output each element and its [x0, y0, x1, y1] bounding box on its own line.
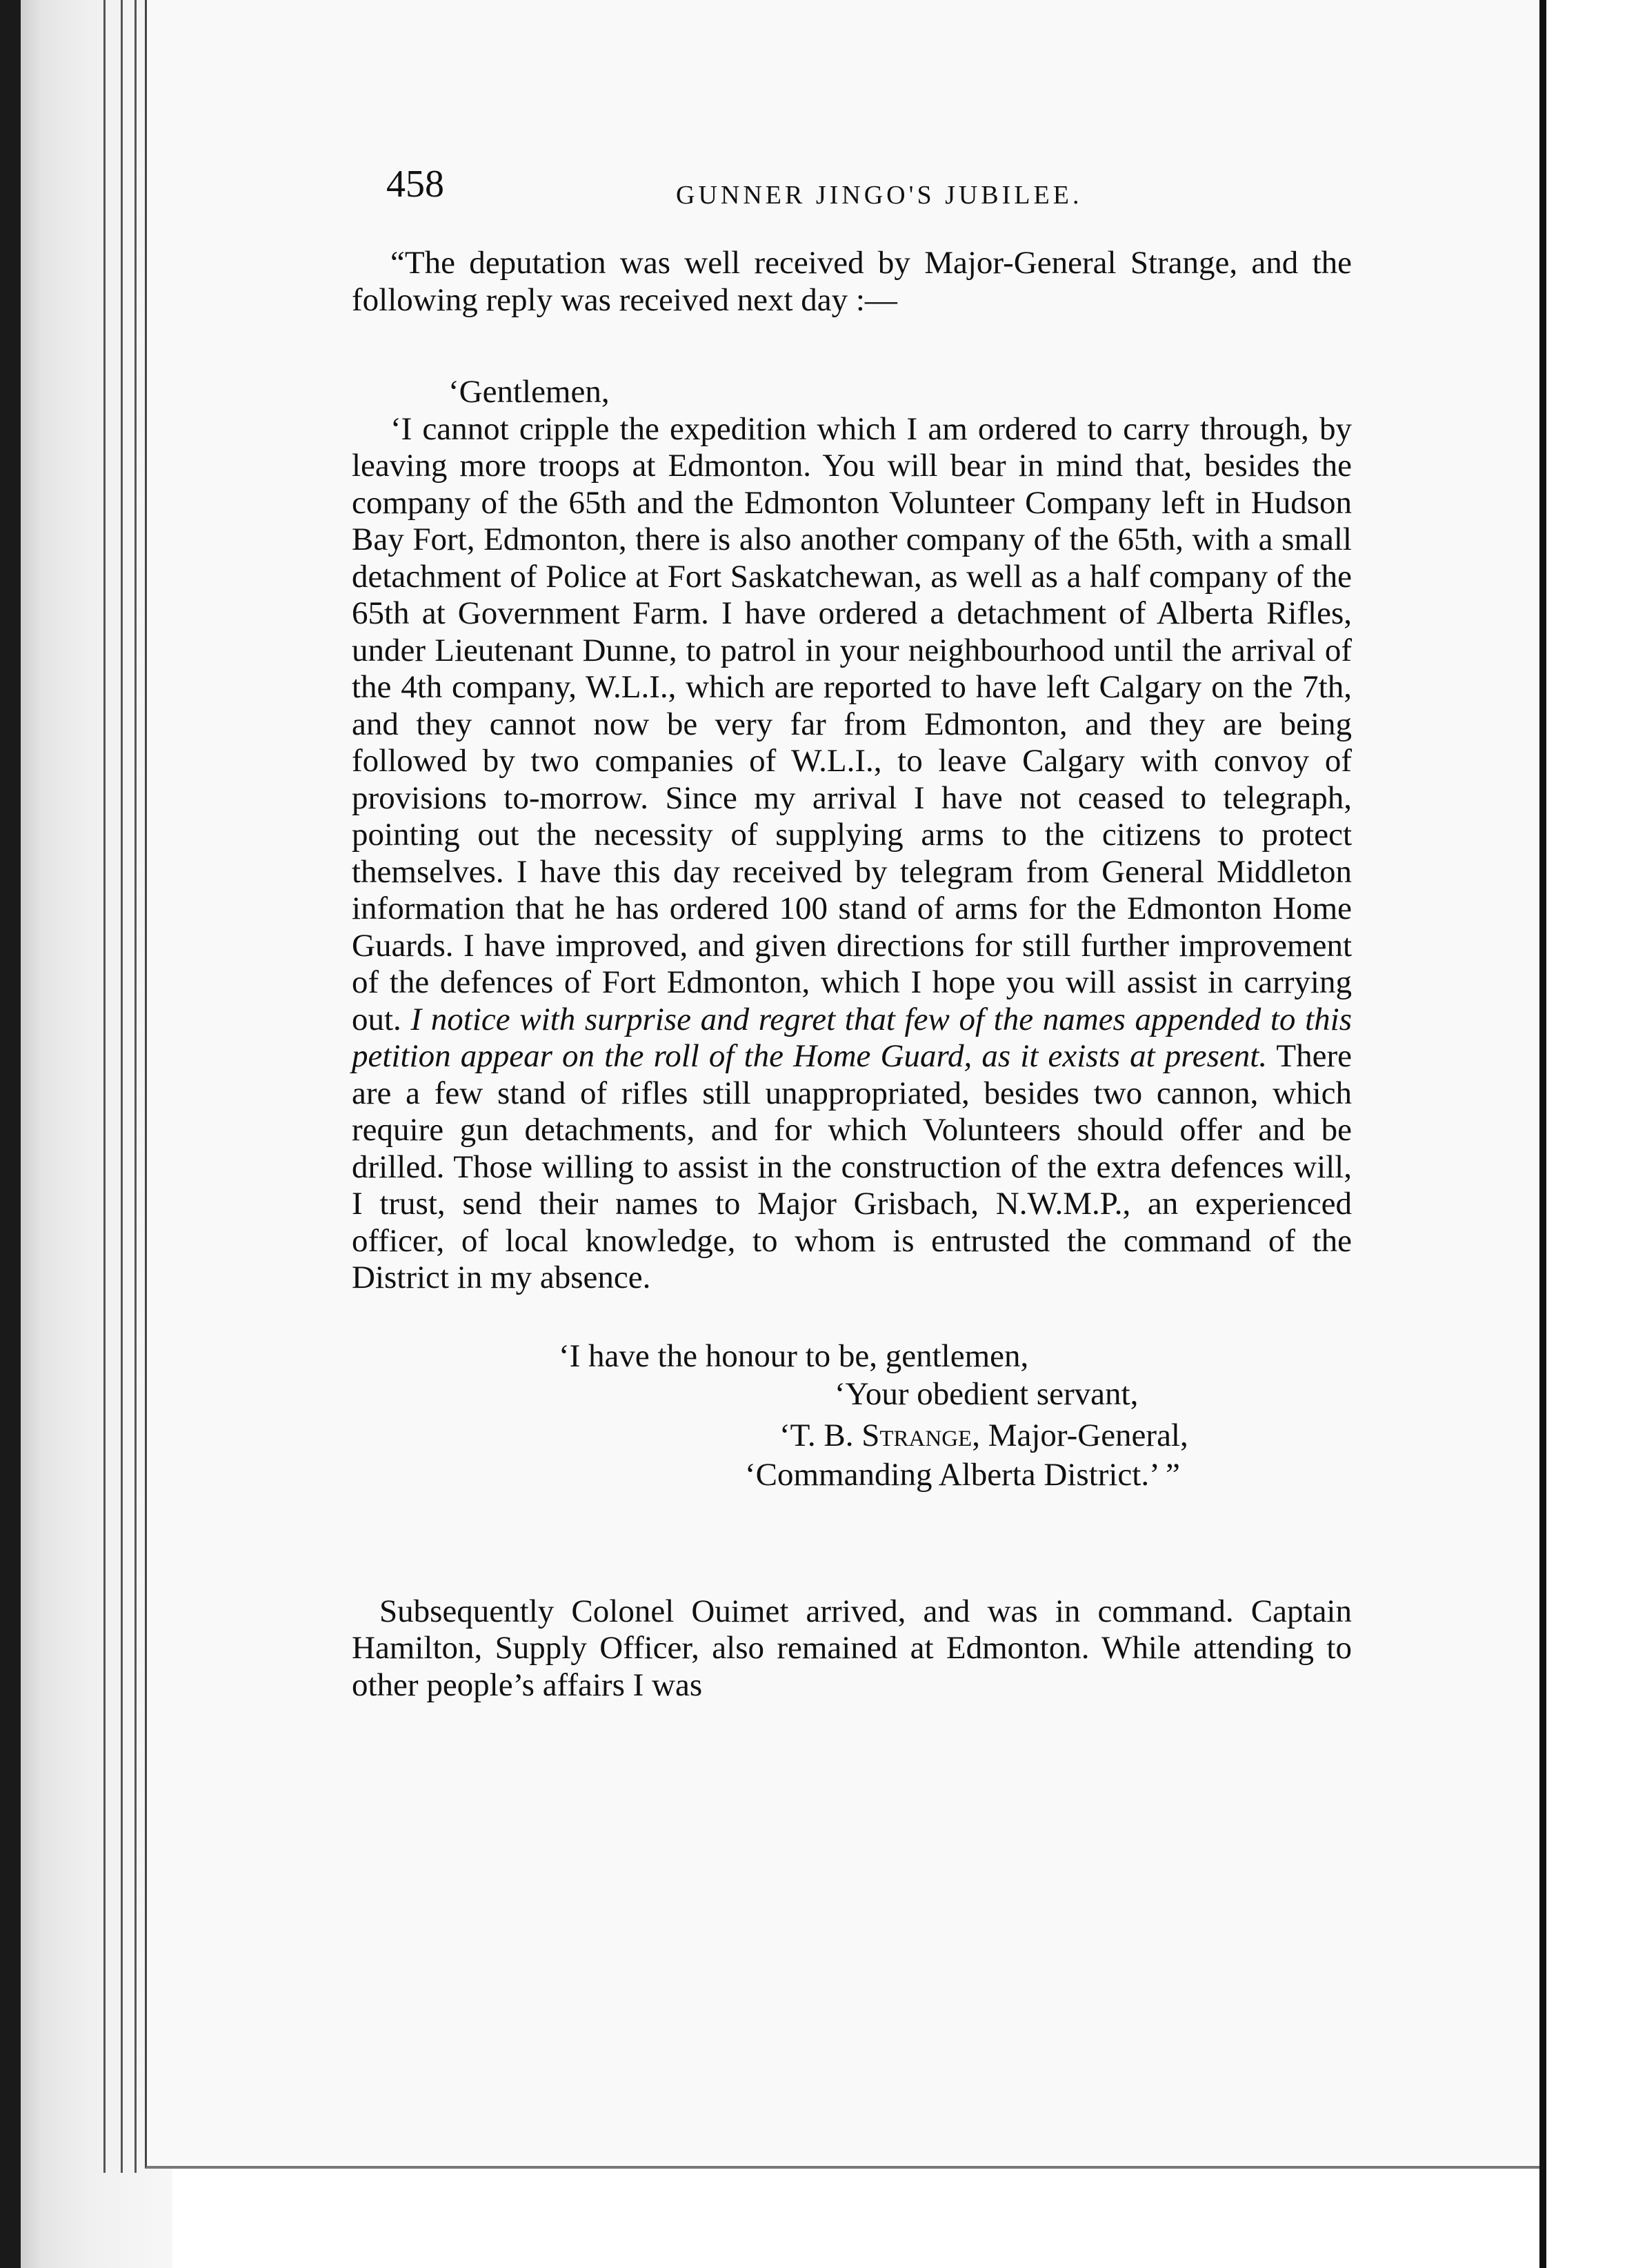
intro-paragraph: “The deputation was well received by Major-General Strange, and the following reply was received next day :—	[352, 245, 1352, 318]
letter-closing	[352, 1338, 1352, 1524]
page-number: 458	[386, 163, 444, 206]
facing-page-margin	[1546, 0, 1636, 2268]
page-header	[386, 162, 1352, 217]
running-head: GUNNER JINGO'S JUBILEE.	[676, 181, 1083, 210]
page-body	[352, 245, 1352, 1704]
closing-line-command: ‘Commanding Alberta District.’ ”	[745, 1456, 1180, 1493]
closing-line-honour: ‘I have the honour to be, gentlemen,	[559, 1337, 1029, 1374]
page-edge-line	[103, 0, 106, 2173]
letter-body	[352, 411, 1352, 1297]
letter-body-italic: I notice with surprise and regret that few of the names appended to this petition appear on the roll of the Home Guard, as it exists at present.	[352, 1001, 1352, 1074]
closing-line-signature	[779, 1418, 1188, 1455]
signature-quote: ‘	[779, 1417, 790, 1453]
page-edge-line	[134, 0, 137, 2173]
final-paragraph: Subsequently Colonel Ouimet arrived, and was in command. Captain Hamilton, Supply Officer, also remained at Edmonton. While attending to other people’s affairs I was	[352, 1593, 1352, 1703]
page-gutter-shadow	[1539, 0, 1546, 2268]
signature-rank: , Major-General,	[972, 1417, 1188, 1453]
signature-name: T. B. Strange	[790, 1417, 972, 1453]
closing-line-servant: ‘Your obedient servant,	[835, 1375, 1139, 1412]
letter-body-part-2: There are a few stand of rifles still unappropriated, besides two cannon, which require gun detachments, and for which Volunteers should offer and be drilled. Those willing to assist in the construction of the extra defences will, I trust, send their names to Major Grisbach, N.W.M.P., an experienced officer, of local knowledge, to whom is entrusted the command of the District in my absence.	[352, 1038, 1352, 1295]
letter-salutation: ‘Gentlemen,	[448, 374, 610, 410]
page-edge-line	[121, 0, 123, 2173]
letter-body-part-1: ‘I cannot cripple the expedition which I am ordered to carry through, by leaving more troops at Edmonton. You will bear in mind that, besides the company of the 65th and the Edmonton Volunteer Company left in Hudson Bay Fort, Edmonton, there is also another company of the 65th, with a small detachment of Police at Fort Saskatchewan, as well as a half company of the 65th at Government Farm. I have ordered a detachment of Alberta Rifles, under Lieutenant Dunne, to patrol in your neighbourhood until the arrival of the 4th company, W.L.I., which are reported to have left Calgary on the 7th, and they cannot now be very far from Edmonton, and they are being followed by two companies of W.L.I., to leave Calgary with convoy of provisions to-morrow. Since my arrival I have not ceased to telegraph, pointing out the necessity of supplying arms to the citizens to protect themselves. I have this day received by telegram from General Middleton information that he has ordered 100 stand of arms for the Edmonton Home Guards. I have improved, and given directions for still further improvement of the defences of Fort Edmonton, which I hope you will assist in carrying out.	[352, 410, 1352, 1037]
